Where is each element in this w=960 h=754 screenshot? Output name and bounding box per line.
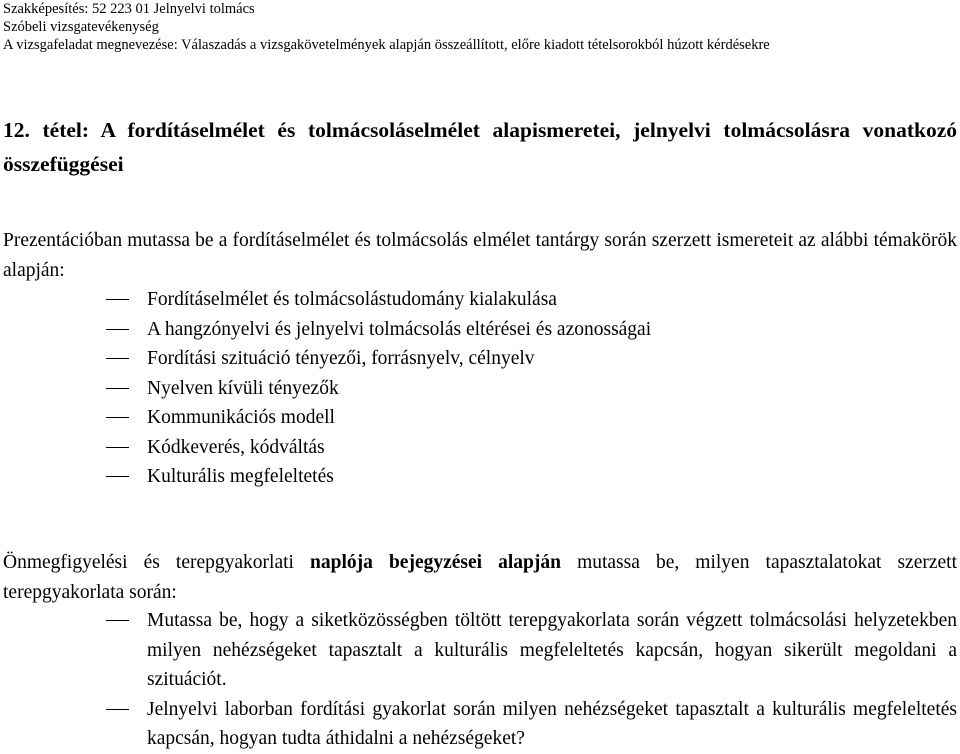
section1-intro: Prezentációban mutassa be a fordításelmélet és tolmácsolás elmélet tantárgy során szerzett ismereteit az alábbi témakörök alapján: [3,230,957,281]
document-header [3,0,770,54]
section2-task-list [0,606,960,754]
list-item: Jelnyelvi laborban fordítási gyakorlat során milyen nehézségeket tapasztalt a kulturális megfeleltetés kapcsán, hogyan tudta áthidalni a nehézségeket? [0,695,960,754]
header-exam-activity: Szóbeli vizsgatevékenység [3,19,159,35]
dash-bullet-icon [106,388,129,389]
dash-bullet-icon [106,620,129,621]
dash-bullet-icon [106,709,129,710]
dash-bullet-icon [106,447,129,448]
section1-topic-list [0,285,960,492]
header-task-name: A vizsgafeladat megnevezése: Válaszadás a vizsgakövetelmények alapján összeállított, előre kiadott tételsorokból húzott kérdésekre [3,37,770,53]
list-item: Fordítási szituáció tényezői, forrásnyelv, célnyelv [0,344,960,374]
dash-bullet-icon [106,299,129,300]
dash-bullet-icon [106,417,129,418]
dash-bullet-icon [106,476,129,477]
section2-intro: Önmegfigyelési és terepgyakorlati naplója bejegyzései alapján mutassa be, milyen tapasztalatokat szerzett terepgyakorlata során: [3,552,958,603]
list-item: Mutassa be, hogy a siketközösségben töltött terepgyakorlata során végzett tolmácsolási helyzetekben milyen nehézségeket tapasztalt a kulturális megfeleltetés kapcsán, hogyan sikerült megoldani a szituációt. [0,606,960,695]
header-qualification: Szakképesítés: 52 223 01 Jelnyelvi tolmács [3,1,255,17]
list-item: Kulturális megfeleltetés [0,462,960,492]
dash-bullet-icon [106,329,129,330]
list-item: Kódkeverés, kódváltás [0,433,960,463]
item-title: 12. tétel: A fordításelmélet és tolmácsoláselmélet alapismeretei, jelnyelvi tolmácsolásra vonatkozó összefüggései [3,118,957,176]
bold-emphasis: naplója bejegyzései alapján [310,552,561,573]
list-item: Fordításelmélet és tolmácsolástudomány kialakulása [0,285,960,315]
dash-bullet-icon [106,358,129,359]
list-item: Kommunikációs modell [0,403,960,433]
list-item: Nyelven kívüli tényezők [0,374,960,404]
list-item: A hangzónyelvi és jelnyelvi tolmácsolás eltérései és azonosságai [0,315,960,345]
